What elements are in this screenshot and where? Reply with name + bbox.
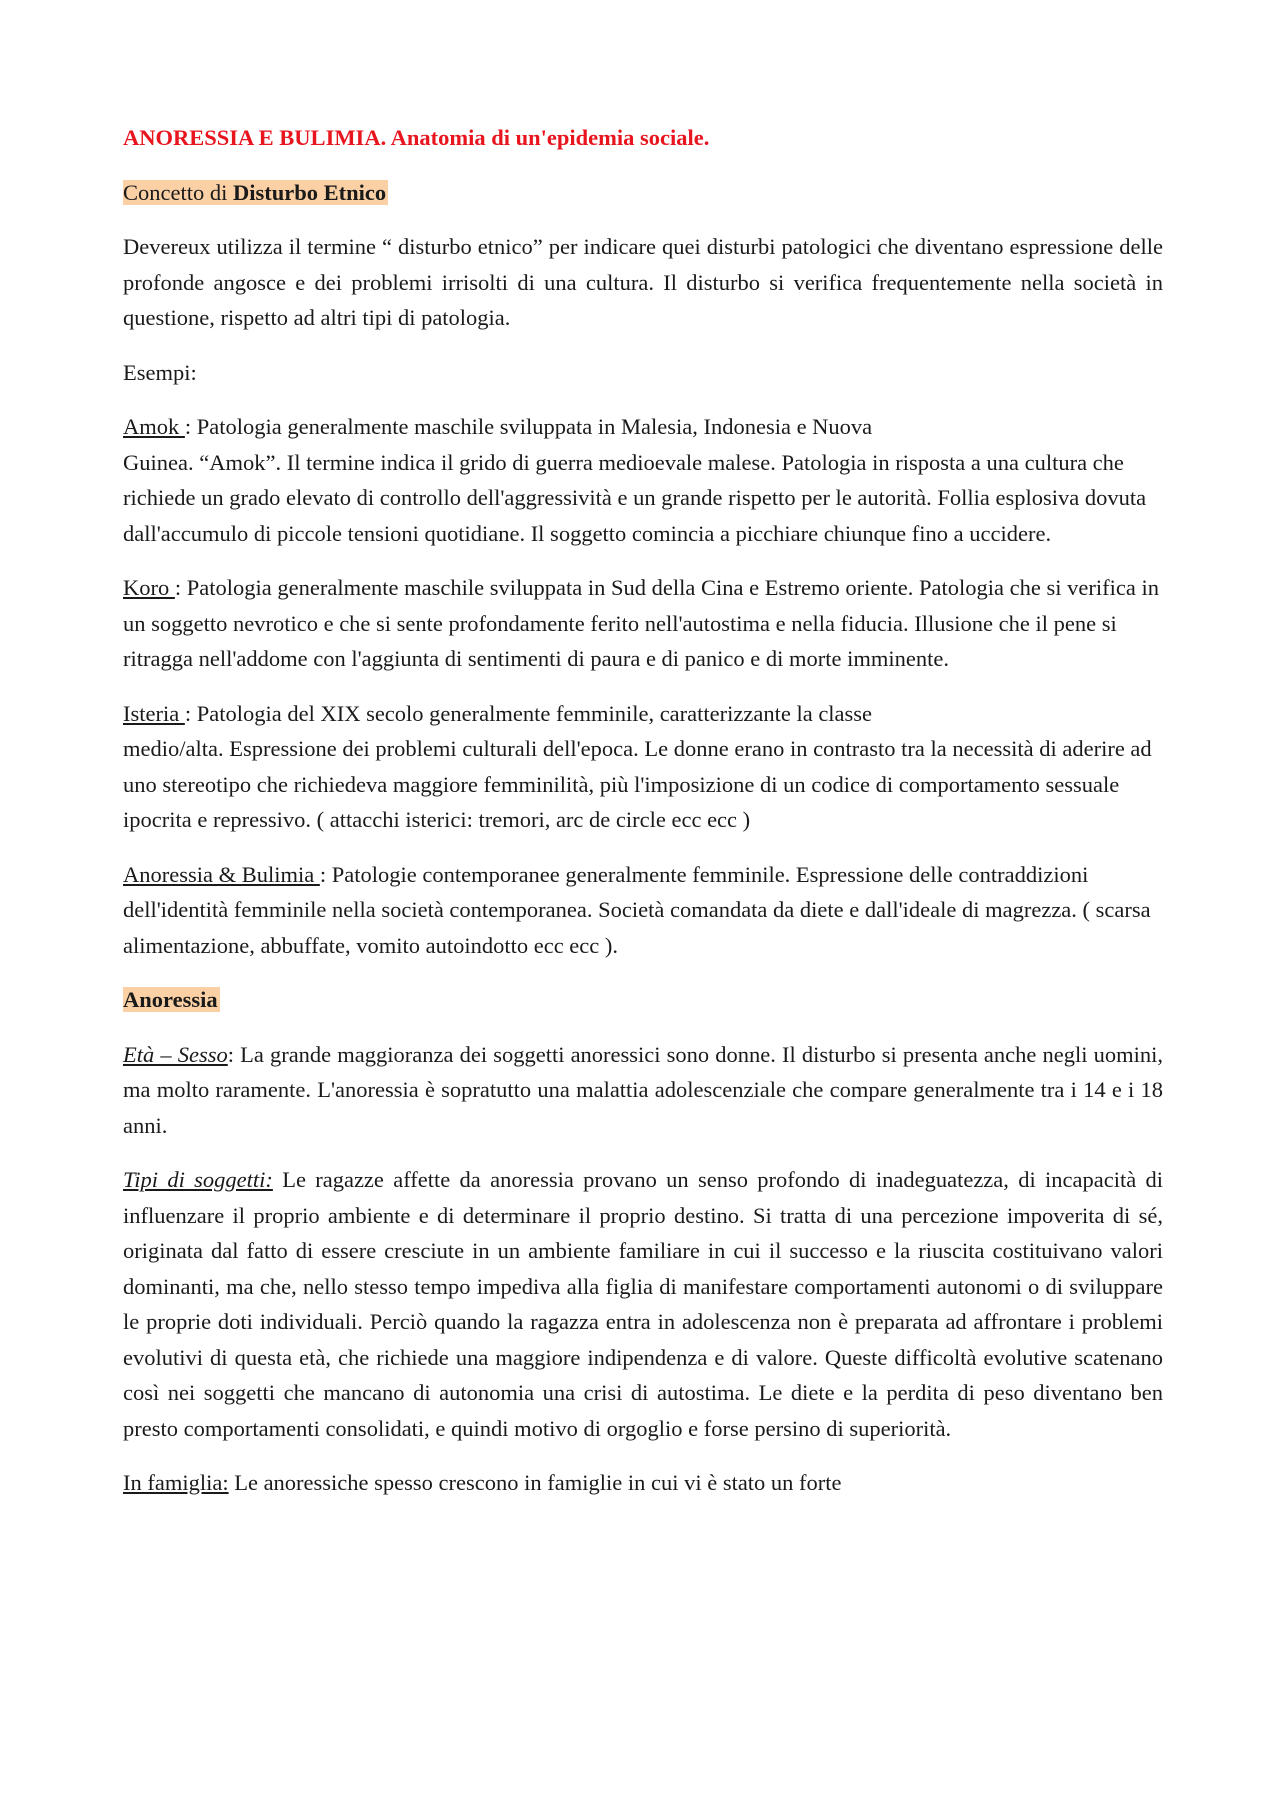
- anoressia-bulimia-text: : Patologie contemporanee generalmente femminile. Espressione delle contraddizioni dell'identità femminile nella società contemporanea. Società comandata da diete e dall'ideale di magrezza. ( scarsa alimentazione, abbuffate, vomito autoindotto ecc ecc ).: [123, 861, 1151, 958]
- koro-term: Koro: [123, 575, 175, 600]
- examples-label: Esempi:: [123, 359, 197, 385]
- amok-line1: : Patologia generalmente maschile sviluppata in Malesia, Indonesia e Nuova: [184, 414, 873, 439]
- amok-term: Amok: [123, 414, 185, 439]
- eta-sesso-label: Età – Sesso: [123, 1041, 228, 1067]
- amok-paragraph: [123, 409, 1163, 551]
- isteria-rest: medio/alta. Espressione dei problemi culturali dell'epoca. Le donne erano in contrasto tra la necessità di aderire ad uno stereotipo che richiedeva maggiore femminilità, più l'imposizione di un codice di comportamento sessuale ipocrita e repressivo. ( attacchi isterici: tremori, arc de circle ecc ecc ): [123, 736, 1152, 832]
- heading-prefix: Concetto di: [123, 179, 233, 205]
- anoressia-bulimia-paragraph: [123, 857, 1163, 964]
- isteria-line1: : Patologia del XIX secolo generalmente femminile, caratterizzante la classe: [184, 700, 873, 726]
- koro-text: : Patologia generalmente maschile sviluppata in Sud della Cina e Estremo oriente. Patologia che si verifica in un soggetto nevrotico e che si sente profondamente ferito nell'autostima e nella fiducia. Illusione che il pene si ritragga nell'addome con l'aggiunta di sentimenti di paura e di panico e di morte imminente.: [123, 575, 1159, 671]
- in-famiglia-text: Le anoressiche spesso crescono in famiglie in cui vi è stato un forte: [228, 1470, 842, 1495]
- amok-rest: Guinea. “Amok”. Il termine indica il grido di guerra medioevale malese. Patologia in risposta a una cultura che richiede un grado elevato di controllo dell'aggressività e un grande rispetto per le autorità. Follia esplosiva dovuta dall'accumulo di piccole tensioni quotidiane. Il soggetto comincia a picchiare chiunque fino a uccidere.: [123, 449, 1147, 546]
- tipi-soggetti-text: Le ragazze affette da anoressia provano un senso profondo di inadeguatezza, di incapacità di influenzare il proprio ambiente e di determinare il proprio destino. Si tratta di una percezione impoverita di sé, originata dal fatto di essere cresciute in un ambiente familiare in cui il successo e la riuscita costituivano valori dominanti, ma che, nello stesso tempo impediva alla figlia di manifestare comportamenti autonomi o di sviluppare le proprie doti individuali. Perciò quando la ragazza entra in adolescenza non è preparata ad affrontare i problemi evolutivi di questa età, che richiede una maggiore indipendenza e di valore. Queste difficoltà evolutive scatenano così nei soggetti che mancano di autonomia una crisi di autostima. Le diete e la perdita di peso diventano ben presto comportamenti consolidati, e quindi motivo di orgoglio e forse persino di superiorità.: [123, 1167, 1164, 1441]
- in-famiglia-paragraph: [123, 1465, 1163, 1501]
- isteria-paragraph: [123, 696, 1163, 838]
- isteria-first-line: [123, 696, 1163, 732]
- heading-highlight: [123, 180, 388, 205]
- koro-paragraph: [123, 570, 1163, 677]
- in-famiglia-label: In famiglia:: [123, 1470, 229, 1495]
- isteria-term: Isteria: [123, 700, 185, 726]
- tipi-soggetti-label: Tipi di soggetti:: [123, 1167, 273, 1192]
- eta-sesso-paragraph: [123, 1037, 1163, 1144]
- section-heading-anoressia: [123, 982, 1163, 1018]
- section-heading-disturbo-etnico: [123, 175, 1163, 211]
- intro-paragraph: Devereux utilizza il termine “ disturbo etnico” per indicare quei disturbi patologici che diventano espressione delle profonde angosce e dei problemi irrisolti di una cultura. Il disturbo si verifica frequentemente nella società in questione, rispetto ad altri tipi di patologia.: [123, 234, 1163, 330]
- document-title: ANORESSIA E BULIMIA. Anatomia di un'epidemia sociale.: [123, 125, 710, 150]
- anoressia-bulimia-term: Anoressia & Bulimia: [123, 861, 320, 887]
- heading-bold: Disturbo Etnico: [232, 179, 387, 205]
- amok-first-line: [123, 409, 1163, 445]
- anoressia-heading: Anoressia: [123, 987, 218, 1012]
- document-page: [123, 120, 1163, 1520]
- tipi-soggetti-paragraph: [123, 1162, 1163, 1446]
- eta-sesso-text: : La grande maggioranza dei soggetti anoressici sono donne. Il disturbo si presenta anche negli uomini, ma molto raramente. L'anoressia è sopratutto una malattia adolescenziale che compare generalmente tra i 14 e i 18 anni.: [123, 1041, 1163, 1138]
